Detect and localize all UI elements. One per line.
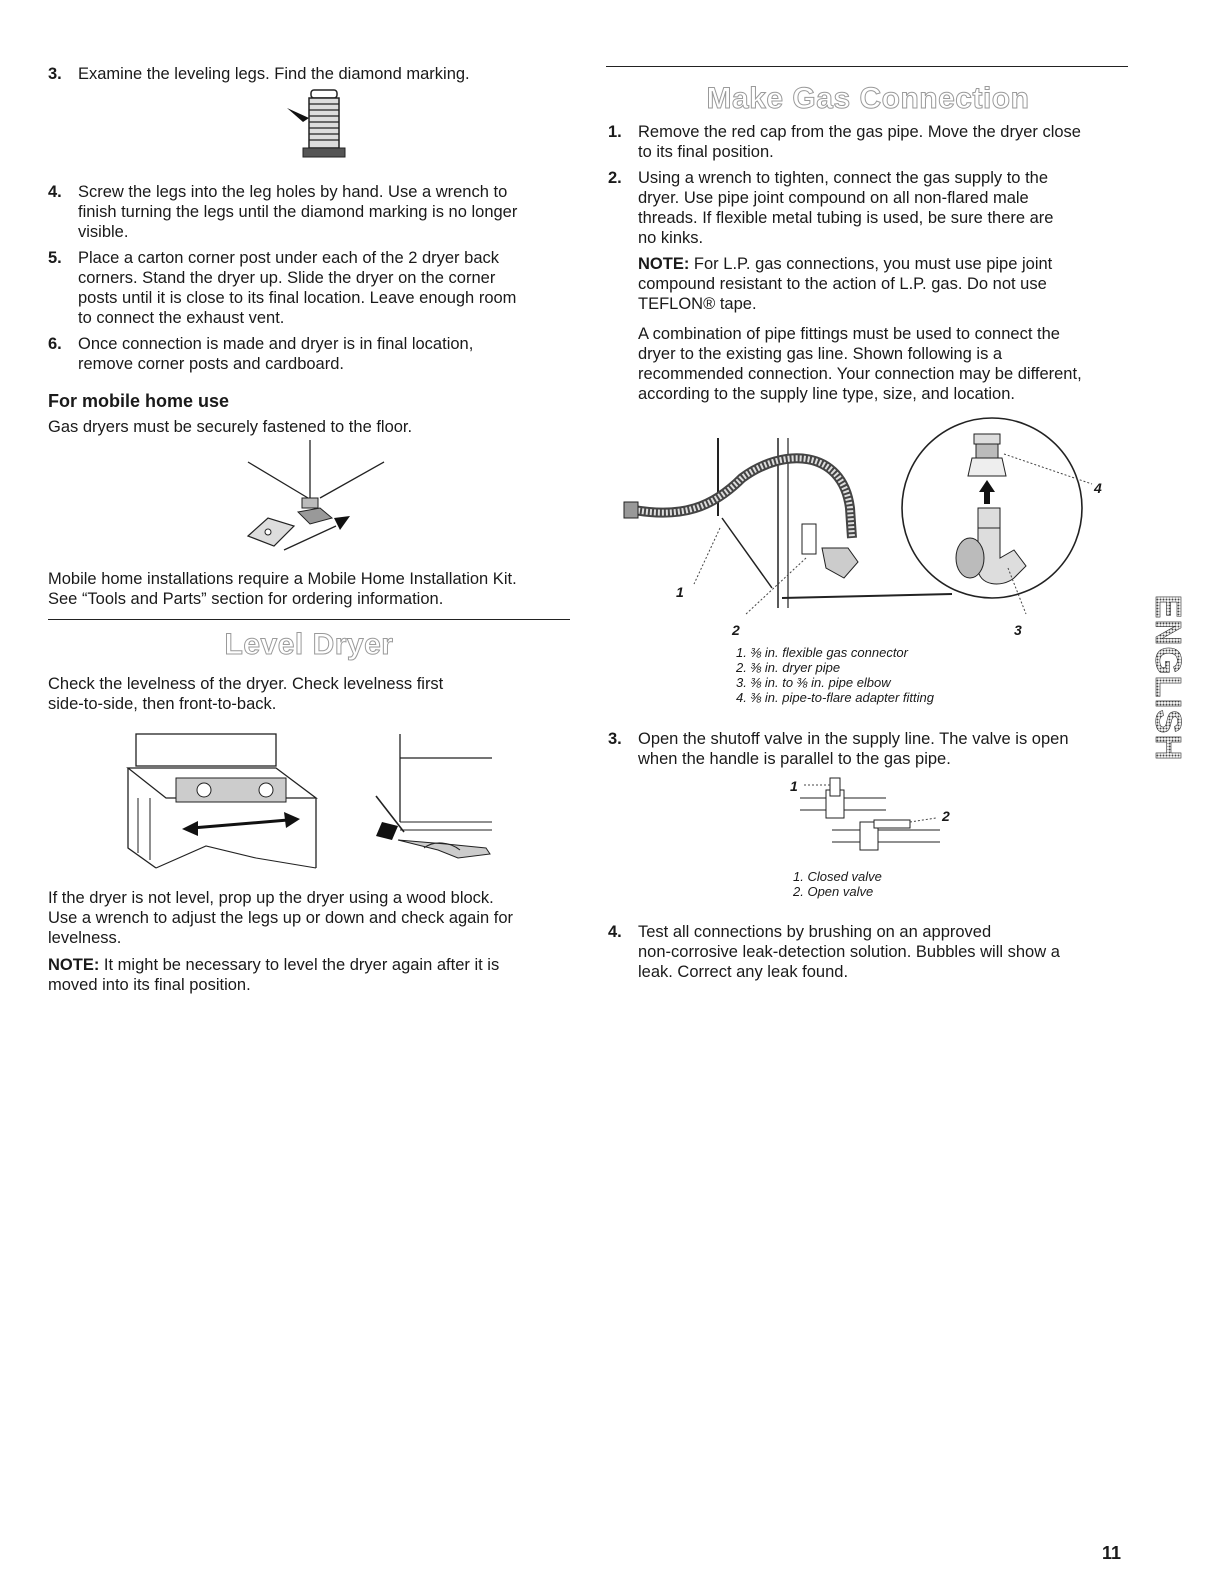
caption-line: 4. ⅜ in. pipe-to-flare adapter fitting — [736, 690, 935, 705]
gas-callout-3: 3 — [1014, 622, 1022, 638]
caption-line: 2. Open valve — [793, 884, 874, 899]
step-number: 4. — [608, 923, 622, 941]
level-dryer-title: Level Dryer — [224, 628, 394, 661]
lp-gas-note — [638, 254, 1128, 314]
valve-callout-1: 1 — [790, 778, 798, 794]
text-line: corners. Stand the dryer up. Slide the dryer on the corner — [78, 269, 496, 287]
text-line: Once connection is made and dryer is in final location, — [78, 335, 474, 353]
text-line: finish turning the legs until the diamond marking is no longer — [78, 203, 518, 221]
step-text: Examine the leveling legs. Find the diamond marking. — [78, 65, 470, 83]
step-number: 4. — [48, 183, 62, 201]
note-label: NOTE: — [638, 255, 690, 273]
page-number: 11 — [1102, 1543, 1122, 1563]
gas-connection-illustration — [622, 418, 1122, 648]
leveling-leg-illustration — [283, 88, 363, 168]
gas-callout-4: 4 — [1094, 480, 1102, 496]
mobile-home-heading: For mobile home use — [48, 391, 230, 411]
text-line: non-corrosive leak-detection solution. Bubbles will show a — [638, 943, 1060, 961]
english-language-tab — [1148, 568, 1189, 788]
text-line: See “Tools and Parts” section for ordering information. — [48, 590, 444, 608]
pipe-fittings-paragraph — [638, 324, 1128, 404]
text-line: If the dryer is not level, prop up the dryer using a wood block. — [48, 889, 494, 907]
english-tab-label: ENGLISH — [1148, 594, 1189, 762]
text-line: moved into its final position. — [48, 976, 251, 994]
level-adjust-text — [48, 888, 570, 948]
text-line: Use a wrench to adjust the legs up or down and check again for — [48, 909, 514, 927]
text-line: Test all connections by brushing on an approved — [638, 923, 992, 941]
text-line: according to the supply line type, size, and location. — [638, 385, 1015, 403]
level-dryer-intro — [48, 674, 570, 714]
step-number: 2. — [608, 169, 622, 187]
step-number: 6. — [48, 335, 62, 353]
section-divider — [48, 619, 570, 620]
valve-captions — [793, 869, 882, 899]
step-number: 5. — [48, 249, 62, 267]
text-line: A combination of pipe fittings must be used to connect the — [638, 325, 1060, 343]
text-line: Place a carton corner post under each of the 2 dryer back — [78, 249, 499, 267]
step-number: 1. — [608, 123, 622, 141]
step-text — [78, 334, 473, 374]
text-line: levelness. — [48, 929, 122, 947]
caption-line: 3. ⅜ in. to ⅜ in. pipe elbow — [736, 675, 891, 690]
level-note — [48, 955, 570, 995]
section-divider — [606, 66, 1128, 67]
text-line: dryer to the existing gas line. Shown following is a — [638, 345, 1003, 363]
text-line: dryer. Use pipe joint compound on all non-flared male — [638, 189, 1029, 207]
text-line: Open the shutoff valve in the supply line. The valve is open — [638, 730, 1069, 748]
text-line: compound resistant to the action of L.P. gas. Do not use — [638, 275, 1047, 293]
side-to-side-level-illustration — [126, 728, 326, 878]
mobile-home-bracket-illustration — [228, 440, 408, 560]
step-number: 3. — [48, 65, 62, 83]
mobile-home-kit-text — [48, 569, 570, 609]
shutoff-valve-illustration — [790, 776, 950, 866]
step-text — [638, 168, 1053, 248]
gas-connection-captions — [736, 645, 934, 705]
text-line: recommended connection. Your connection may be different, — [638, 365, 1082, 383]
text-line: Mobile home installations require a Mobile Home Installation Kit. — [48, 570, 517, 588]
text-line: Remove the red cap from the gas pipe. Move the dryer close — [638, 123, 1081, 141]
text-line: Using a wrench to tighten, connect the gas supply to the — [638, 169, 1049, 187]
text-line: leak. Correct any leak found. — [638, 963, 849, 981]
caption-line: 2. ⅜ in. dryer pipe — [736, 660, 841, 675]
text-line: side-to-side, then front-to-back. — [48, 695, 277, 713]
text-line: TEFLON® tape. — [638, 295, 757, 313]
text-line: remove corner posts and cardboard. — [78, 355, 344, 373]
make-gas-connection-title: Make Gas Connection — [706, 82, 1030, 115]
text-line: when the handle is parallel to the gas pipe. — [638, 750, 951, 768]
text-line: posts until it is close to its final location. Leave enough room — [78, 289, 517, 307]
text-line: For L.P. gas connections, you must use pipe joint — [689, 255, 1053, 273]
text-line: It might be necessary to level the dryer again after it is — [99, 956, 500, 974]
text-line: to its final position. — [638, 143, 774, 161]
caption-line: 1. Closed valve — [793, 869, 882, 884]
caption-line: 1. ⅜ in. flexible gas connector — [736, 645, 908, 660]
gas-callout-1: 1 — [676, 584, 684, 600]
text-line: visible. — [78, 223, 129, 241]
step-text — [78, 182, 517, 242]
mobile-home-text: Gas dryers must be securely fastened to the floor. — [48, 418, 413, 436]
step-text — [638, 922, 1060, 982]
text-line: Screw the legs into the leg holes by hand. Use a wrench to — [78, 183, 508, 201]
text-line: threads. If flexible metal tubing is used, be sure there are — [638, 209, 1054, 227]
front-to-back-level-illustration — [368, 732, 508, 872]
step-text — [78, 248, 516, 328]
step-text — [638, 122, 1081, 162]
note-label: NOTE: — [48, 956, 100, 974]
gas-callout-2: 2 — [732, 622, 740, 638]
step-text — [638, 729, 1069, 769]
text-line: no kinks. — [638, 229, 704, 247]
text-line: to connect the exhaust vent. — [78, 309, 285, 327]
step-number: 3. — [608, 730, 622, 748]
valve-callout-2: 2 — [942, 808, 950, 824]
text-line: Check the levelness of the dryer. Check levelness first — [48, 675, 444, 693]
